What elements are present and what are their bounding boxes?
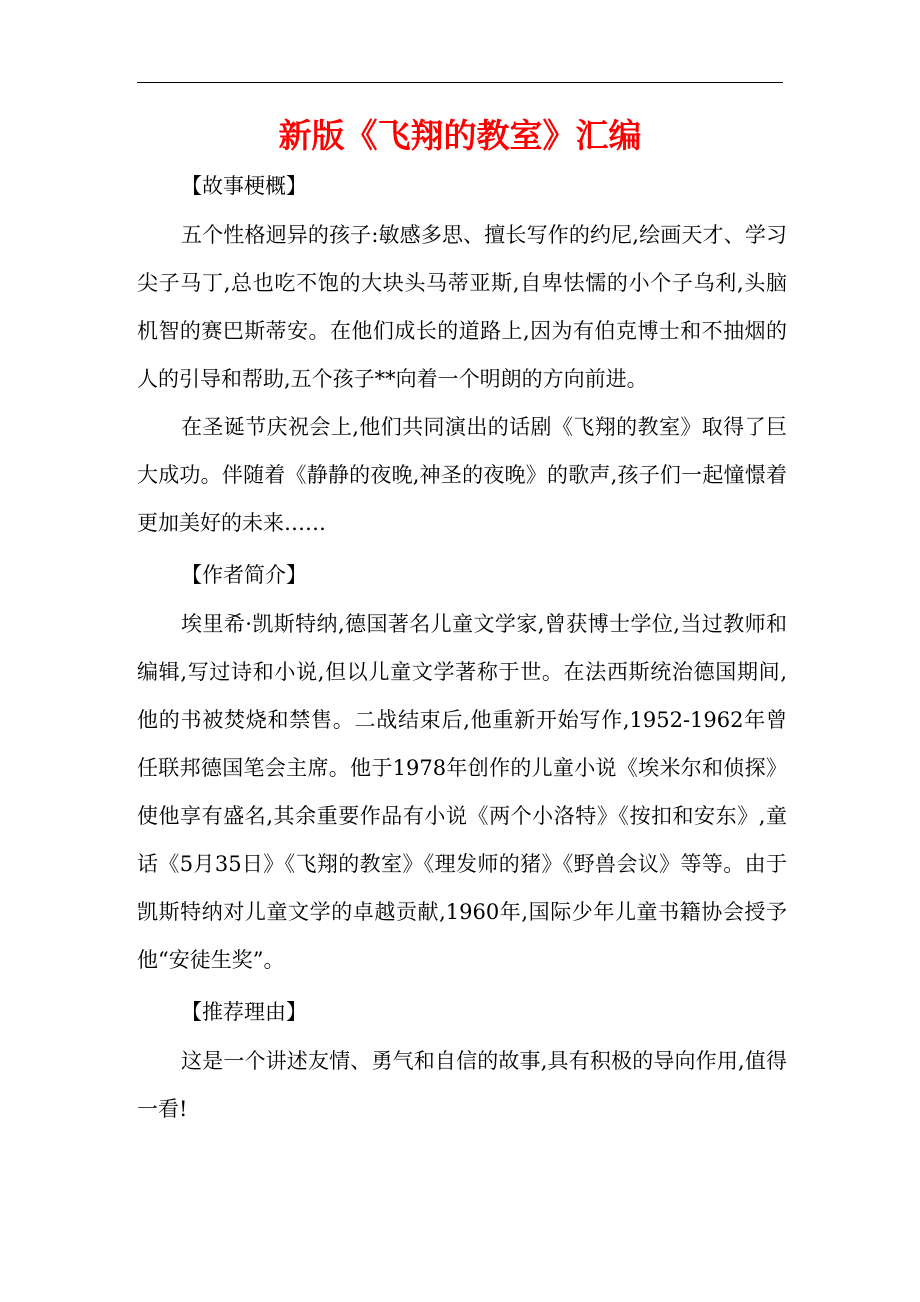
recommendation-paragraph: 这是一个讲述友情、勇气和自信的故事,具有积极的导向作用,值得一看!	[137, 1049, 787, 1121]
section-heading-synopsis: 【故事梗概】	[181, 174, 307, 198]
header-rule	[137, 82, 783, 83]
section-heading-recommendation: 【推荐理由】	[181, 1000, 307, 1024]
document-body	[137, 166, 787, 1133]
author-paragraph: 埃里希·凯斯特纳,德国著名儿童文学家,曾获博士学位,当过教师和编辑,写过诗和小说,但以儿童文学著称于世。在法西斯统治德国期间,他的书被焚烧和禁售。二战结束后,他重新开始写作,1952-1962年曾任联邦德国笔会主席。他于1978年创作的儿童小说《埃米尔和侦探》使他享有盛名,其余重要作品有小说《两个小洛特》《按扣和安东》,童话《5月35日》《飞翔的教室》《理发师的猪》《野兽会议》等等。由于凯斯特纳对儿童文学的卓越贡献,1960年,国际少年儿童书籍协会授予他“安徒生奖”。	[137, 612, 787, 972]
document-title: 新版《飞翔的教室》汇编	[278, 116, 642, 155]
section-heading-author: 【作者简介】	[181, 563, 307, 587]
synopsis-paragraph: 在圣诞节庆祝会上,他们共同演出的话剧《飞翔的教室》取得了巨大成功。伴随着《静静的夜晚,神圣的夜晚》的歌声,孩子们一起憧憬着更加美好的未来……	[137, 415, 787, 535]
synopsis-paragraph: 五个性格迥异的孩子:敏感多思、擅长写作的约尼,绘画天才、学习尖子马丁,总也吃不饱的大块头马蒂亚斯,自卑怯懦的小个子乌利,头脑机智的赛巴斯蒂安。在他们成长的道路上,因为有伯克博士和不抽烟的人的引导和帮助,五个孩子**向着一个明朗的方向前进。	[137, 223, 787, 391]
